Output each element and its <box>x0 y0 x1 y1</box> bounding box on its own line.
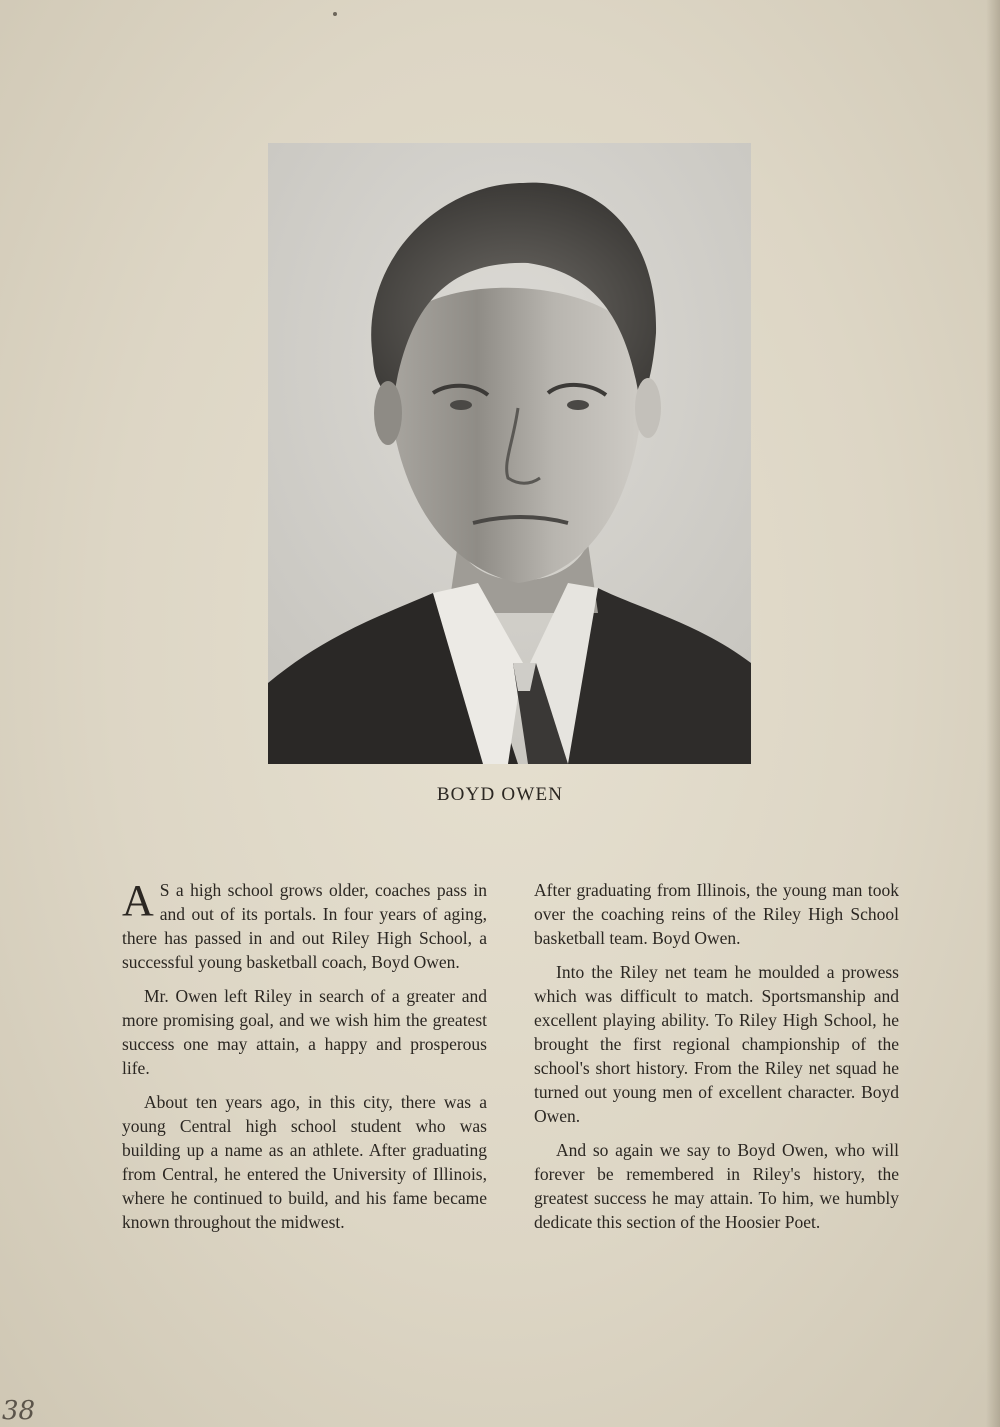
article-paragraph: And so again we say to Boyd Owen, who will forever be remembered in Riley's history, the greatest success he may attain. To him, we humbly dedicate this section of the Hoosier Poet. <box>534 1140 899 1232</box>
page-mark <box>333 12 337 16</box>
page-number: 38 <box>2 1396 36 1426</box>
article-paragraph <box>122 878 487 974</box>
portrait-photo <box>268 143 751 764</box>
drop-cap: A <box>122 876 154 925</box>
article-paragraph: About ten years ago, in this city, there was a young Central high school student who was building up a name as an athlete. After graduating from Central, he entered the University of Illinois, where he continued to build, and his fame became known throughout the midwest. <box>122 1092 487 1232</box>
article-text: S a high school grows older, coaches pass in and out of its portals. In four years of aging, there has passed in and out Riley High School, a successful young basketball coach, Boyd Owen. <box>122 880 487 972</box>
portrait-photo-icon <box>268 143 751 764</box>
article-right-column <box>534 878 899 1244</box>
photo-caption: BOYD OWEN <box>436 784 564 805</box>
article-paragraph: After graduating from Illinois, the young man took over the coaching reins of the Riley High School basketball team. Boyd Owen. <box>534 880 899 948</box>
article-left-column <box>122 878 487 1244</box>
page-edge-shadow <box>986 0 1000 1427</box>
article-paragraph: Into the Riley net team he moulded a prowess which was difficult to match. Sportsmanship and excellent playing ability. To Riley High School, he brought the first regional championship of the school's short history. From the Riley net squad he turned out young men of excellent character. Boyd Owen. <box>534 962 899 1126</box>
article-paragraph: Mr. Owen left Riley in search of a greater and more promising goal, and we wish him the greatest success one may attain, a happy and prosperous life. <box>122 986 487 1078</box>
